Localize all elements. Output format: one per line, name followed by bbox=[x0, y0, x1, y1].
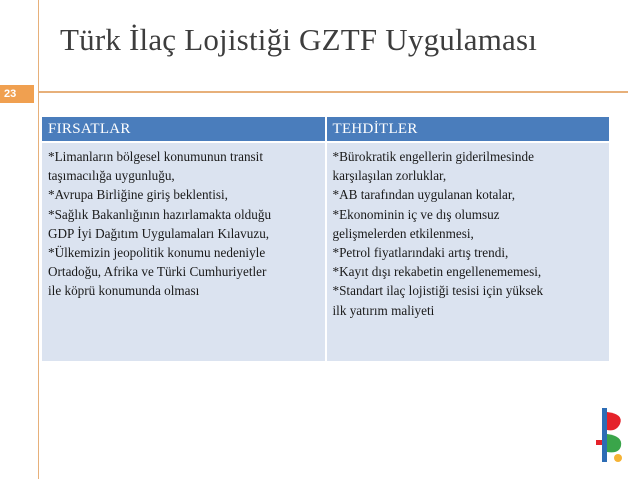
title-underline-rule bbox=[38, 91, 628, 93]
opportunities-cell bbox=[42, 142, 326, 361]
table-header-row bbox=[42, 117, 609, 142]
threat-line: karşılaşılan zorluklar, bbox=[332, 168, 447, 184]
table-row bbox=[42, 142, 609, 361]
header-threats: TEHDİTLER bbox=[326, 117, 610, 142]
threat-line: *AB tarafından uygulanan kotalar, bbox=[332, 187, 516, 203]
threat-line: *Bürokratik engellerin giderilmesinde bbox=[332, 149, 534, 164]
opportunity-line: *Avrupa Birliğine giriş beklentisi, bbox=[48, 187, 228, 203]
swot-table bbox=[42, 117, 609, 361]
organization-logo-icon bbox=[594, 406, 626, 464]
threat-line: gelişmelerden etkilenmesi, bbox=[332, 225, 474, 241]
opportunity-line: taşımacılığa uygunluğu, bbox=[48, 168, 175, 184]
threat-line: *Ekonominin iç ve dış olumsuz bbox=[332, 206, 500, 222]
header-opportunities: FIRSATLAR bbox=[42, 117, 326, 142]
slide-number-badge: 23 bbox=[0, 85, 34, 103]
slide-title: Türk İlaç Lojistiği GZTF Uygulaması bbox=[60, 22, 538, 57]
opportunity-line: *Limanların bölgesel konumunun transit bbox=[48, 149, 263, 164]
opportunity-line: GDP İyi Dağıtım Uygulamaları Kılavuzu, bbox=[48, 225, 270, 241]
left-accent-rule bbox=[38, 0, 39, 479]
opportunity-line: Ortadoğu, Afrika ve Türki Cumhuriyetler bbox=[48, 264, 267, 280]
threat-line: *Standart ilaç lojistiği tesisi için yüksek bbox=[332, 283, 544, 299]
threats-cell bbox=[326, 142, 610, 361]
opportunity-line: *Ülkemizin jeopolitik konumu nedeniyle bbox=[48, 245, 266, 261]
threat-line: *Petrol fiyatlarındaki artış trendi, bbox=[332, 245, 509, 261]
opportunity-line: *Sağlık Bakanlığının hazırlamakta olduğu bbox=[48, 206, 272, 222]
threat-line: ilk yatırım maliyeti bbox=[332, 302, 435, 318]
threat-line: *Kayıt dışı rekabetin engellenememesi, bbox=[332, 264, 542, 280]
opportunity-line: ile köprü konumunda olması bbox=[48, 283, 200, 299]
